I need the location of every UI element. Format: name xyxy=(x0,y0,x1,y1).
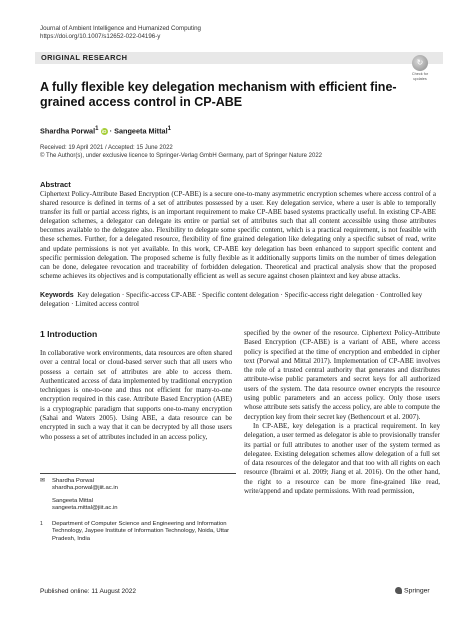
affiliation-footnote xyxy=(40,521,230,543)
published-date: Published online: 11 August 2022 xyxy=(40,588,137,595)
abstract-text: Ciphertext Policy-Attribute Based Encryption (CP-ABE) is a secure one-to-many asymmetric encryption schemes where access control of a shared resource is defined in terms of a set of attributes possessed by a user. Key delegation service, where a user is able to temporally transfer its full or partial access rights, is an important requirement to make CP-ABE based systems practically useful. In existing CP-ABE delegation schemes, a delegator can delegate its entire or partial set of attributes such that all content accessible using those attributes becomes available to the delegatee also. Flexibility to delegate some specific content, which is a practical requirement, is not feasible with these schemes. Further, for a delegated resource, flexibility of fine grained delegation like delegating only a specific subset of read, write and update permissions is not yet available. In this work, CP-ABE key delegation has been enhanced to support specific content and specific permission delegation. The proposed scheme is fully flexible as it additionally supports limits on the number of times delegation can be done, delegatee revocation and traceability of forbidden delegation. Theoretical and practical analysis show that the proposed scheme achieves its objectives and is computationally efficient as well as secure against chosen plaintext and key abuse attacks. xyxy=(40,190,436,280)
abstract-heading: Abstract xyxy=(40,180,71,189)
corresponding-author xyxy=(40,478,118,493)
author-email[interactable]: sangeeta.mittal@jiit.ac.in xyxy=(52,505,118,512)
doi-link[interactable]: https://doi.org/10.1007/s12652-022-04196-y xyxy=(40,33,161,40)
check-updates-text: Check for updates xyxy=(411,72,429,81)
author-line xyxy=(40,124,171,135)
section-heading-introduction: 1 Introduction xyxy=(40,329,98,339)
keywords xyxy=(40,291,436,309)
keywords-label: Keywords xyxy=(40,292,74,299)
article-type-banner xyxy=(35,52,443,64)
author-name[interactable]: Shardha Porwal xyxy=(40,126,96,136)
article-type-label: ORIGINAL RESEARCH xyxy=(41,53,128,62)
refresh-icon: ↻ xyxy=(412,55,428,71)
received-accepted: Received: 19 April 2021 / Accepted: 15 June 2022 xyxy=(40,145,173,151)
author-name[interactable]: Sangeeta Mittal xyxy=(114,126,168,136)
paragraph: In collaborative work environments, data resources are often shared over a central local or cloud-based server such that all users who possess a certain set of attributes are able to access them. Authenticated access of data implemented by traditional encryption techniques is one-to-one and thus not efficient for many-to-one encryption required in this case. Attribute Based Encryption (ABE) is a cryptographic paradigm that supports one-to-many encryption (Sahai and Waters 2005). Using ABE, a data resource can be encrypted in such a way that it can be decrypted by all those users who possess a set of attributes included in an access policy, xyxy=(40,349,232,441)
orcid-icon[interactable]: iD xyxy=(101,129,107,134)
left-column xyxy=(40,349,232,442)
article-dates xyxy=(40,145,322,161)
springer-horse-icon xyxy=(395,587,402,594)
journal-header xyxy=(40,25,201,41)
author-affil-sup: 1 xyxy=(95,125,99,132)
footnote-author-name: Shardha Porwal xyxy=(52,478,94,484)
paragraph: specified by the owner of the resource. Ciphertext Policy-Attribute Based Encryption (CP-ABE) is a variant of ABE, where access policy is specified at the time of encryption and embedded in cipher text (Porwal and Mittal 2017). Implementation of CP-ABE involves the role of a trusted central authority that generates and distributes attribute-wise public parameters and secret keys for all authorized users of the system. The data resource owner encrypts the resource using public parameters and an access policy. Only those users whose attribute sets satisfy the access policy, are able to compute the decryption key from their secret key (Bethencourt et al. 2007). xyxy=(244,329,440,421)
publisher-name: Springer xyxy=(404,587,430,595)
envelope-icon: ✉ xyxy=(40,478,46,484)
keywords-text: Key delegation · Specific-access CP-ABE · Specific content delegation · Specific-access right delegation · Controlled key delegation · Limited access control xyxy=(40,291,423,309)
second-author-footnote xyxy=(40,498,118,513)
copyright-notice: © The Author(s), under exclusive licence to Springer-Verlag GmbH Germany, part of Springer Nature 2022 xyxy=(40,152,322,159)
footnote-rule xyxy=(40,473,236,474)
author-separator: · xyxy=(107,126,115,136)
right-column xyxy=(244,329,440,496)
paragraph: In CP-ABE, key delegation is a practical requirement. In key delegation, a user termed as delegator is able to provisionally transfer its partial or full attributes to another user of the system termed as delegatee. Existing delegation schemes allow delegation of a full set of data resources of the delegator and that too with all rights on each resource (Ibraimi et al. 2009; Jiang et al. 2016). On the other hand, the right to a resource can be more fine-grained like read, write/append and update permissions. With read permission, xyxy=(244,421,440,496)
publisher-logo xyxy=(395,587,430,594)
affiliation-text: Department of Computer Science and Engineering and Information Technology, Jaypee Institute of Information Technology, Noida, Uttar Pradesh, India xyxy=(52,521,230,542)
author-email[interactable]: shardha.porwal@jiit.ac.in xyxy=(52,485,118,492)
check-for-updates-badge[interactable] xyxy=(402,55,438,81)
affiliation-mark: 1 xyxy=(40,521,43,527)
footnote-author-name: Sangeeta Mittal xyxy=(52,498,93,504)
author-affil-sup: 1 xyxy=(167,125,171,132)
journal-name: Journal of Ambient Intelligence and Humanized Computing xyxy=(40,25,201,32)
paper-title: A fully flexible key delegation mechanism with efficient fine-grained access control in CP-ABE xyxy=(40,80,397,109)
